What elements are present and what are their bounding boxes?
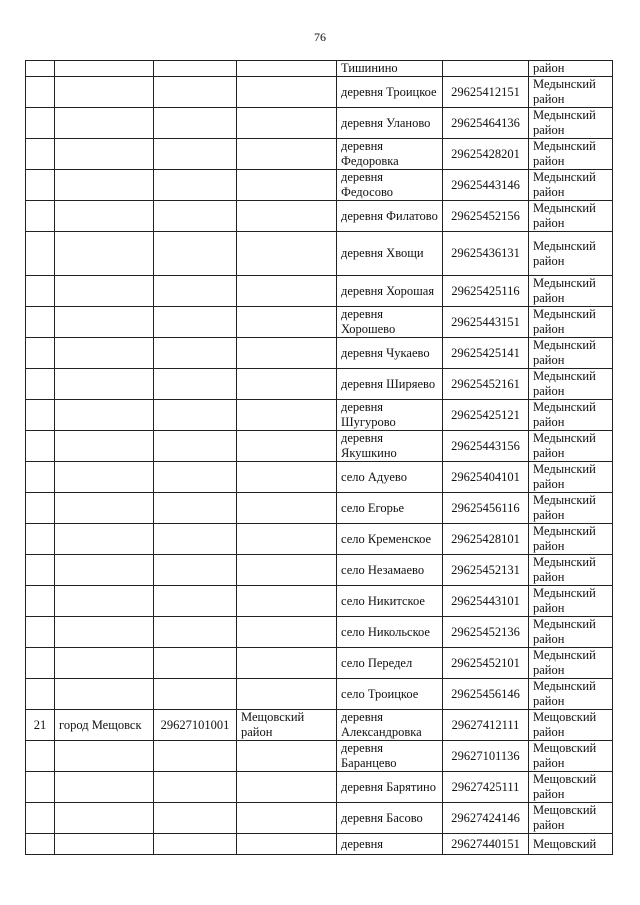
district-cell <box>237 170 337 201</box>
oktmo-code-cell <box>154 61 237 77</box>
region-cell: Медынский район <box>529 77 613 108</box>
region-cell: Мещовский район <box>529 741 613 772</box>
municipality-cell <box>55 524 154 555</box>
region-cell: Медынский район <box>529 617 613 648</box>
oktmo-code-cell <box>154 648 237 679</box>
district-cell <box>237 741 337 772</box>
row-number-cell <box>26 524 55 555</box>
settlement-cell: село Передел <box>337 648 443 679</box>
table-row <box>26 61 613 77</box>
municipality-cell <box>55 679 154 710</box>
table-row <box>26 772 613 803</box>
oktmo-code-cell <box>154 232 237 276</box>
row-number-cell <box>26 493 55 524</box>
region-cell: район <box>529 61 613 77</box>
region-cell: Медынский район <box>529 400 613 431</box>
municipality-cell <box>55 276 154 307</box>
oktmo-code-cell <box>154 201 237 232</box>
municipality-cell <box>55 462 154 493</box>
row-number-cell <box>26 741 55 772</box>
table-body <box>26 61 613 855</box>
district-cell <box>237 201 337 232</box>
region-cell: Медынский район <box>529 679 613 710</box>
table-row <box>26 307 613 338</box>
oktmo-code-cell <box>154 369 237 400</box>
district-cell <box>237 400 337 431</box>
settlement-cell: деревня Чукаево <box>337 338 443 369</box>
oktmo-code-cell <box>154 170 237 201</box>
settlement-code-cell: 29625456116 <box>443 493 529 524</box>
oktmo-code-cell <box>154 493 237 524</box>
settlement-code-cell: 29625452136 <box>443 617 529 648</box>
table-row <box>26 338 613 369</box>
row-number-cell <box>26 170 55 201</box>
oktmo-code-cell <box>154 77 237 108</box>
oktmo-code-cell <box>154 555 237 586</box>
row-number-cell <box>26 307 55 338</box>
row-number-cell <box>26 431 55 462</box>
municipality-cell <box>55 648 154 679</box>
oktmo-code-cell <box>154 307 237 338</box>
settlement-cell: деревня Федосово <box>337 170 443 201</box>
district-cell <box>237 338 337 369</box>
row-number-cell <box>26 400 55 431</box>
row-number-cell <box>26 77 55 108</box>
row-number-cell <box>26 586 55 617</box>
settlement-code-cell: 29625452131 <box>443 555 529 586</box>
oktmo-code-cell: 29627101001 <box>154 710 237 741</box>
settlement-cell: деревня Якушкино <box>337 431 443 462</box>
settlement-code-cell: 29625425121 <box>443 400 529 431</box>
region-cell: Медынский район <box>529 524 613 555</box>
oktmo-code-cell <box>154 586 237 617</box>
oktmo-code-cell <box>154 772 237 803</box>
row-number-cell <box>26 803 55 834</box>
municipality-cell <box>55 431 154 462</box>
region-cell: Мещовский район <box>529 803 613 834</box>
region-cell: Медынский район <box>529 586 613 617</box>
oktmo-code-cell <box>154 139 237 170</box>
oktmo-code-cell <box>154 400 237 431</box>
settlement-code-cell: 29625412151 <box>443 77 529 108</box>
district-cell <box>237 108 337 139</box>
settlement-code-cell <box>443 61 529 77</box>
district-cell <box>237 77 337 108</box>
oktmo-code-cell <box>154 617 237 648</box>
region-cell: Мещовский район <box>529 772 613 803</box>
table-row <box>26 710 613 741</box>
settlement-code-cell: 29625425141 <box>443 338 529 369</box>
region-cell: Медынский район <box>529 338 613 369</box>
region-cell: Медынский район <box>529 431 613 462</box>
municipality-cell <box>55 201 154 232</box>
table-row <box>26 400 613 431</box>
table-row <box>26 648 613 679</box>
settlement-cell: деревня Ширяево <box>337 369 443 400</box>
region-cell: Медынский район <box>529 170 613 201</box>
settlement-code-cell: 29625452156 <box>443 201 529 232</box>
settlement-cell: деревня Хвощи <box>337 232 443 276</box>
settlement-code-cell: 29627412111 <box>443 710 529 741</box>
municipality-cell <box>55 834 154 855</box>
table-row <box>26 170 613 201</box>
settlement-cell: село Никольское <box>337 617 443 648</box>
settlement-cell: деревня Федоровка <box>337 139 443 170</box>
municipality-cell <box>55 307 154 338</box>
settlement-cell: село Кременское <box>337 524 443 555</box>
district-cell <box>237 61 337 77</box>
table-row <box>26 276 613 307</box>
municipality-cell <box>55 586 154 617</box>
settlement-code-cell: 29625464136 <box>443 108 529 139</box>
table-row <box>26 431 613 462</box>
settlements-table <box>25 60 613 855</box>
table-row <box>26 77 613 108</box>
settlement-cell: деревня <box>337 834 443 855</box>
municipality-cell: город Мещовск <box>55 710 154 741</box>
table-row <box>26 834 613 855</box>
region-cell: Медынский район <box>529 201 613 232</box>
settlement-code-cell: 29625452161 <box>443 369 529 400</box>
table-row <box>26 803 613 834</box>
row-number-cell <box>26 462 55 493</box>
table-row <box>26 555 613 586</box>
page-number: 76 <box>314 30 326 44</box>
municipality-cell <box>55 803 154 834</box>
district-cell <box>237 369 337 400</box>
row-number-cell <box>26 369 55 400</box>
row-number-cell <box>26 834 55 855</box>
region-cell: Медынский район <box>529 276 613 307</box>
region-cell: Медынский район <box>529 108 613 139</box>
settlement-code-cell: 29625404101 <box>443 462 529 493</box>
municipality-cell <box>55 772 154 803</box>
municipality-cell <box>55 61 154 77</box>
row-number-cell <box>26 232 55 276</box>
settlement-code-cell: 29627440151 <box>443 834 529 855</box>
oktmo-code-cell <box>154 834 237 855</box>
settlement-code-cell: 29625428201 <box>443 139 529 170</box>
region-cell: Медынский район <box>529 369 613 400</box>
settlement-code-cell: 29625443156 <box>443 431 529 462</box>
district-cell <box>237 772 337 803</box>
oktmo-code-cell <box>154 803 237 834</box>
municipality-cell <box>55 400 154 431</box>
settlement-cell: село Никитское <box>337 586 443 617</box>
municipality-cell <box>55 555 154 586</box>
settlement-cell: деревня Александровка <box>337 710 443 741</box>
row-number-cell <box>26 555 55 586</box>
row-number-cell <box>26 108 55 139</box>
region-cell: Медынский район <box>529 232 613 276</box>
oktmo-code-cell <box>154 108 237 139</box>
row-number-cell <box>26 139 55 170</box>
table-row <box>26 679 613 710</box>
table-row <box>26 586 613 617</box>
municipality-cell <box>55 493 154 524</box>
settlement-code-cell: 29627424146 <box>443 803 529 834</box>
oktmo-code-cell <box>154 431 237 462</box>
settlement-cell: село Адуево <box>337 462 443 493</box>
region-cell: Медынский район <box>529 493 613 524</box>
settlement-cell: деревня Уланово <box>337 108 443 139</box>
municipality-cell <box>55 741 154 772</box>
oktmo-code-cell <box>154 741 237 772</box>
table-row <box>26 201 613 232</box>
table-row <box>26 617 613 648</box>
district-cell <box>237 648 337 679</box>
district-cell <box>237 493 337 524</box>
municipality-cell <box>55 77 154 108</box>
settlement-cell: деревня Шугурово <box>337 400 443 431</box>
region-cell: Мещовский <box>529 834 613 855</box>
settlement-cell: село Троицкое <box>337 679 443 710</box>
settlement-code-cell: 29625428101 <box>443 524 529 555</box>
settlement-cell: Тишинино <box>337 61 443 77</box>
table-row <box>26 741 613 772</box>
row-number-cell <box>26 648 55 679</box>
municipality-cell <box>55 139 154 170</box>
settlement-code-cell: 29627101136 <box>443 741 529 772</box>
table-row <box>26 462 613 493</box>
settlement-code-cell: 29625443151 <box>443 307 529 338</box>
settlement-cell: село Незамаево <box>337 555 443 586</box>
table-row <box>26 524 613 555</box>
settlement-code-cell: 29625452101 <box>443 648 529 679</box>
settlement-code-cell: 29627425111 <box>443 772 529 803</box>
settlement-cell: деревня Барятино <box>337 772 443 803</box>
table-row <box>26 369 613 400</box>
table-row <box>26 139 613 170</box>
settlement-code-cell: 29625443146 <box>443 170 529 201</box>
settlement-code-cell: 29625443101 <box>443 586 529 617</box>
row-number-cell <box>26 338 55 369</box>
oktmo-code-cell <box>154 338 237 369</box>
row-number-cell <box>26 772 55 803</box>
settlement-cell: деревня Хорошая <box>337 276 443 307</box>
row-number-cell <box>26 201 55 232</box>
district-cell <box>237 803 337 834</box>
district-cell <box>237 232 337 276</box>
row-number-cell: 21 <box>26 710 55 741</box>
municipality-cell <box>55 369 154 400</box>
table-row <box>26 108 613 139</box>
district-cell <box>237 307 337 338</box>
region-cell: Мещовский район <box>529 710 613 741</box>
district-cell <box>237 834 337 855</box>
district-cell <box>237 617 337 648</box>
municipality-cell <box>55 617 154 648</box>
row-number-cell <box>26 276 55 307</box>
row-number-cell <box>26 617 55 648</box>
settlement-cell: деревня Баранцево <box>337 741 443 772</box>
municipality-cell <box>55 170 154 201</box>
oktmo-code-cell <box>154 679 237 710</box>
settlement-code-cell: 29625456146 <box>443 679 529 710</box>
district-cell <box>237 586 337 617</box>
region-cell: Медынский район <box>529 139 613 170</box>
settlement-code-cell: 29625436131 <box>443 232 529 276</box>
settlement-cell: деревня Хорошево <box>337 307 443 338</box>
oktmo-code-cell <box>154 462 237 493</box>
region-cell: Медынский район <box>529 307 613 338</box>
municipality-cell <box>55 232 154 276</box>
district-cell <box>237 555 337 586</box>
table-row <box>26 493 613 524</box>
district-cell <box>237 139 337 170</box>
settlement-cell: деревня Троицкое <box>337 77 443 108</box>
region-cell: Медынский район <box>529 648 613 679</box>
municipality-cell <box>55 338 154 369</box>
municipality-cell <box>55 108 154 139</box>
settlement-code-cell: 29625425116 <box>443 276 529 307</box>
row-number-cell <box>26 679 55 710</box>
settlement-cell: деревня Филатово <box>337 201 443 232</box>
district-cell <box>237 679 337 710</box>
table-row <box>26 232 613 276</box>
region-cell: Медынский район <box>529 462 613 493</box>
settlement-cell: село Егорье <box>337 493 443 524</box>
region-cell: Медынский район <box>529 555 613 586</box>
district-cell <box>237 431 337 462</box>
oktmo-code-cell <box>154 524 237 555</box>
row-number-cell <box>26 61 55 77</box>
district-cell <box>237 276 337 307</box>
oktmo-code-cell <box>154 276 237 307</box>
district-cell: Мещовский район <box>237 710 337 741</box>
settlement-cell: деревня Басово <box>337 803 443 834</box>
district-cell <box>237 462 337 493</box>
district-cell <box>237 524 337 555</box>
